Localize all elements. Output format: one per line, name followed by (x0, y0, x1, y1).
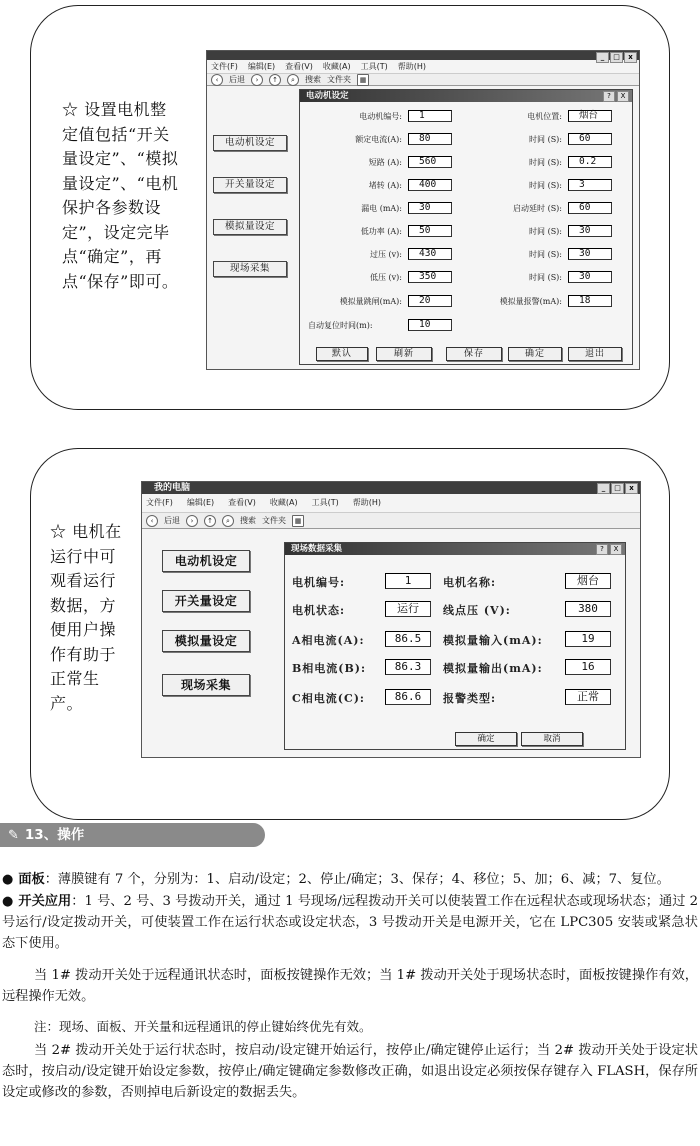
value-phase-a-current: 86.5 (385, 631, 431, 647)
label-low-power: 低功率 (A): (360, 227, 402, 236)
menu-bar (142, 497, 640, 508)
search-button[interactable]: 搜索 (305, 75, 321, 84)
input-locked-rotor[interactable]: 400 (408, 179, 452, 191)
label-analog-input: 模拟量输入(mA): (443, 634, 543, 647)
input-overvoltage[interactable]: 430 (408, 248, 452, 260)
dialog-title: 电动机设定 (300, 90, 632, 102)
window-title: 我的电脑 (154, 483, 191, 493)
paragraph-stop-priority-note: 注：现场、面板、开关量和远程通讯的停止键始终优先有效。 (34, 1019, 372, 1034)
label-time-6: 时间 (S): (529, 273, 562, 282)
label-undervoltage: 低压 (v): (370, 273, 402, 282)
toolbar (207, 73, 639, 86)
label-analog-trip: 模拟量跳闸(mA): (339, 297, 402, 306)
label-motor-number: 电动机编号: (359, 112, 402, 121)
maximize-icon[interactable]: □ (611, 483, 624, 494)
refresh-button[interactable]: 刷新 (376, 347, 432, 361)
input-time-6[interactable]: 30 (568, 271, 612, 283)
cancel-button[interactable]: 取消 (521, 732, 583, 746)
input-leakage[interactable]: 30 (408, 202, 452, 214)
input-start-delay[interactable]: 60 (568, 202, 612, 214)
field-data-dialog (284, 542, 626, 750)
motor-settings-dialog (299, 89, 633, 365)
panel-keys-text: ：薄膜键有 7 个，分别为：1、启动/设定；2、停止/确定；3、保存；4、移位；5、加；6、减；7、复位。 (44, 872, 670, 887)
menu-help[interactable]: 帮助(H) (397, 62, 426, 71)
folders-button[interactable]: 文件夹 (327, 75, 351, 84)
label-motor-name: 电机名称: (443, 576, 497, 589)
label-time-1: 时间 (S): (529, 135, 562, 144)
back-icon[interactable]: ‹ (146, 515, 158, 527)
paragraph-switch2-behavior: 当 2# 拨动开关处于运行状态时，按启动/设定键开始运行，按停止/确定键停止运行；当 2# 拨动开关处于设定状态时，按启动/设定键开始设定参数，按停止/确定键确定参数修改正确，如退出设定必须按保存键存入 FLASH，保存所设定或修改的参数，否则掉电后新设定的数据丢失。 (2, 1043, 698, 1100)
up-icon[interactable]: ↑ (204, 515, 216, 527)
menu-favorites[interactable]: 收藏(A) (269, 498, 298, 507)
forward-icon[interactable]: › (251, 74, 263, 86)
side-btn-motor-settings[interactable]: 电动机设定 (162, 550, 250, 572)
value-motor-name: 烟台 (565, 573, 611, 589)
window-titlebar (142, 482, 640, 494)
value-analog-input: 19 (565, 631, 611, 647)
input-motor-location[interactable]: 烟台 (568, 110, 612, 122)
menu-file[interactable]: 文件(F) (211, 62, 238, 71)
help-icon[interactable]: ? (596, 544, 608, 555)
field-data-screenshot (141, 481, 641, 758)
value-motor-number: 1 (385, 573, 431, 589)
paragraph-switch-usage (2, 891, 698, 954)
close-icon[interactable]: X (610, 544, 622, 555)
input-analog-alarm[interactable]: 18 (568, 295, 612, 307)
label-time-4: 时间 (S): (529, 227, 562, 236)
bullet-icon: ● (2, 894, 14, 909)
paragraph-switch1-behavior: 当 1# 拨动开关处于远程通讯状态时，面板按键操作无效；当 1# 拨动开关处于现场状态时，面板按键操作有效，远程操作无效。 (2, 968, 698, 1004)
term-panel: 面板 (18, 872, 45, 887)
input-time-1[interactable]: 60 (568, 133, 612, 145)
label-time-2: 时间 (S): (529, 158, 562, 167)
label-phase-b-current: B相电流(B): (292, 662, 367, 675)
label-motor-location: 电机位置: (527, 112, 562, 121)
dialog-title: 现场数据采集 (285, 543, 625, 555)
close-icon[interactable]: x (625, 483, 638, 494)
minimize-icon[interactable]: _ (596, 52, 609, 63)
value-analog-output: 16 (565, 659, 611, 675)
label-alarm-type: 报警类型: (443, 692, 497, 705)
side-btn-switch-settings[interactable]: 开关量设定 (162, 590, 250, 612)
label-phase-c-current: C相电流(C): (292, 692, 365, 705)
label-start-delay: 启动延时 (S): (513, 204, 562, 213)
input-low-power[interactable]: 50 (408, 225, 452, 237)
section-title: 13、操作 (24, 827, 85, 843)
input-rated-current[interactable]: 80 (408, 133, 452, 145)
input-time-3[interactable]: 3 (568, 179, 612, 191)
value-phase-c-current: 86.6 (385, 689, 431, 705)
toolbar (142, 512, 640, 529)
save-button[interactable]: 保存 (446, 347, 502, 361)
menu-edit[interactable]: 编辑(E) (186, 498, 215, 507)
label-locked-rotor: 堵转 (A): (368, 181, 402, 190)
side-btn-field-collection[interactable]: 现场采集 (162, 674, 250, 696)
value-motor-status: 运行 (385, 601, 431, 617)
menu-edit[interactable]: 编辑(E) (247, 62, 276, 71)
label-leakage: 漏电 (mA): (361, 204, 402, 213)
input-analog-trip[interactable]: 20 (408, 295, 452, 307)
side-btn-motor-settings[interactable]: 电动机设定 (213, 135, 287, 151)
side-btn-analog-settings[interactable]: 模拟量设定 (213, 219, 287, 235)
section-heading-operation (0, 823, 265, 847)
menu-tools[interactable]: 工具(T) (311, 498, 339, 507)
pencil-icon: ✎ (8, 828, 19, 843)
input-motor-number[interactable]: 1 (408, 110, 452, 122)
menu-view[interactable]: 查看(V) (285, 62, 313, 71)
side-btn-analog-settings[interactable]: 模拟量设定 (162, 630, 250, 652)
search-icon[interactable]: ⌕ (287, 74, 299, 86)
input-time-4[interactable]: 30 (568, 225, 612, 237)
back-button[interactable]: 后退 (229, 75, 245, 84)
maximize-icon[interactable]: □ (610, 52, 623, 63)
label-motor-number: 电机编号: (292, 576, 346, 589)
settings-screenshot (206, 50, 640, 370)
menu-view[interactable]: 查看(V) (228, 498, 256, 507)
label-time-5: 时间 (S): (529, 250, 562, 259)
label-motor-status: 电机状态: (292, 604, 346, 617)
label-analog-output: 模拟量输出(mA): (443, 662, 543, 675)
menu-help[interactable]: 帮助(H) (352, 498, 381, 507)
back-icon[interactable]: ‹ (211, 74, 223, 86)
switch-usage-text: ：1 号、2 号、3 号拨动开关，通过 1 号现场/远程拨动开关可以使装置工作在远程状态或现场状态；通过 2 号运行/设定拨动开关，可使装置工作在运行状态或设定状态，3 号拨动开关是电源开关，它在 LPC305 安装或紧急状态下使用。 (2, 894, 699, 951)
minimize-icon[interactable]: _ (597, 483, 610, 494)
window-titlebar (207, 51, 639, 60)
label-phase-a-current: A相电流(A): (292, 634, 365, 647)
side-btn-field-collection[interactable]: 现场采集 (213, 261, 287, 277)
settings-note: ☆ 设置电机整定值包括“开关量设定”、“模拟量设定”、“电机保护各参数设定”，设定完毕点“确定”，再点“保存”即可。 (62, 100, 179, 291)
views-icon[interactable]: ▦ (357, 74, 369, 86)
confirm-button[interactable]: 确定 (508, 347, 562, 361)
label-overvoltage: 过压 (v): (370, 250, 402, 259)
back-button[interactable]: 后退 (164, 516, 180, 525)
input-short-circuit[interactable]: 560 (408, 156, 452, 168)
value-phase-b-current: 86.3 (385, 659, 431, 675)
label-analog-alarm: 模拟量报警(mA): (499, 297, 562, 306)
label-rated-current: 额定电流(A): (355, 135, 402, 144)
close-icon[interactable]: x (624, 52, 637, 63)
forward-icon[interactable]: › (186, 515, 198, 527)
input-time-5[interactable]: 30 (568, 248, 612, 260)
label-short-circuit: 短路 (A): (368, 158, 402, 167)
value-alarm-type: 正常 (565, 689, 611, 705)
menu-favorites[interactable]: 收藏(A) (322, 62, 351, 71)
label-time-3: 时间 (S): (529, 181, 562, 190)
search-icon[interactable]: ⌕ (222, 515, 234, 527)
default-button[interactable]: 默认 (316, 347, 368, 361)
search-button[interactable]: 搜索 (240, 516, 256, 525)
help-icon[interactable]: ? (603, 91, 615, 102)
input-auto-reset-time[interactable]: 10 (408, 319, 452, 331)
term-switch-usage: 开关应用 (18, 894, 72, 909)
up-icon[interactable]: ↑ (269, 74, 281, 86)
menu-file[interactable]: 文件(F) (146, 498, 173, 507)
paragraph-panel-keys (2, 869, 698, 890)
bullet-icon: ● (2, 872, 14, 887)
field-data-note: ☆ 电机在运行中可观看运行数据，方便用户操作有助于正常生产。 (50, 522, 122, 713)
close-icon[interactable]: X (617, 91, 629, 102)
menu-tools[interactable]: 工具(T) (360, 62, 388, 71)
input-undervoltage[interactable]: 350 (408, 271, 452, 283)
value-line-voltage: 380 (565, 601, 611, 617)
views-icon[interactable]: ▦ (292, 515, 304, 527)
confirm-button[interactable]: 确定 (455, 732, 517, 746)
label-line-voltage: 线点压 (V): (443, 604, 511, 617)
folders-button[interactable]: 文件夹 (262, 516, 286, 525)
menu-bar (207, 61, 639, 72)
exit-button[interactable]: 退出 (568, 347, 622, 361)
label-auto-reset-time: 自动复位时间(m): (308, 321, 373, 330)
input-time-2[interactable]: 0.2 (568, 156, 612, 168)
side-btn-switch-settings[interactable]: 开关量设定 (213, 177, 287, 193)
